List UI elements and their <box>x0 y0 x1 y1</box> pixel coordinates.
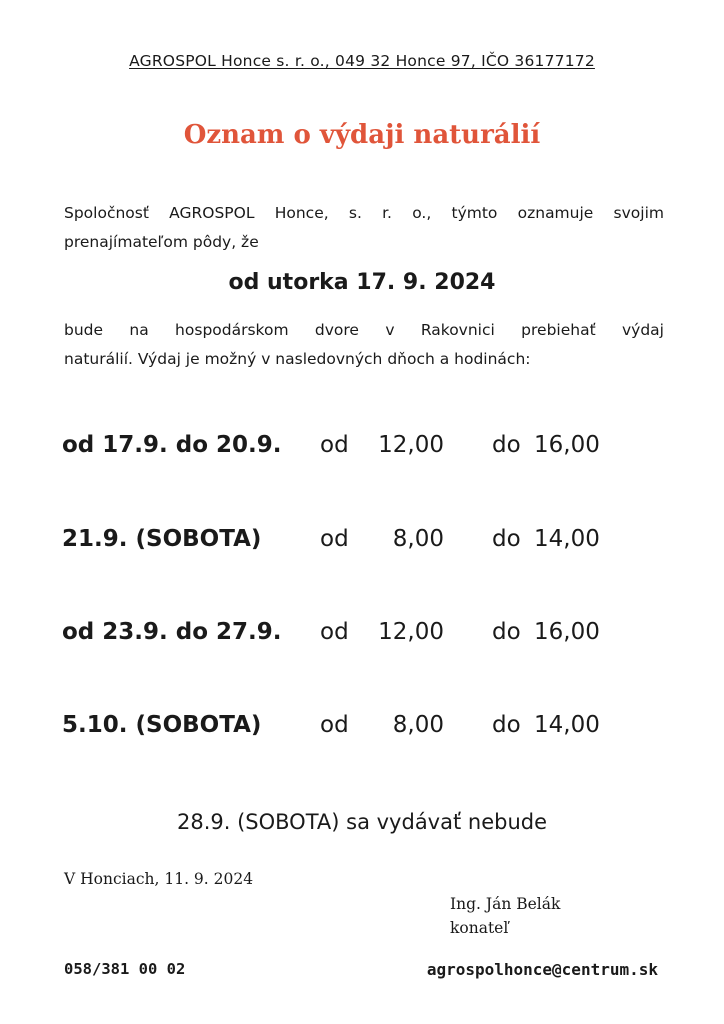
schedule-from-time: 12,00 <box>378 619 444 645</box>
schedule-row <box>62 712 662 746</box>
schedule-row <box>62 619 662 653</box>
location-line-1: bude na hospodárskom dvore v Rakovnici prebiehať výdaj <box>64 321 664 339</box>
schedule-from-time: 8,00 <box>392 712 444 738</box>
schedule-range: 21.9. (SOBOTA) <box>62 526 262 552</box>
page-title: Oznam o výdaji naturálií <box>183 120 541 150</box>
intro-line-2: prenajímateľom pôdy, že <box>64 233 259 251</box>
schedule-range: od 23.9. do 27.9. <box>62 619 282 645</box>
schedule-range: od 17.9. do 20.9. <box>62 432 282 458</box>
schedule-row <box>62 432 662 466</box>
signature-block <box>450 892 560 940</box>
schedule-od: od <box>320 619 349 645</box>
schedule-od: od <box>320 526 349 552</box>
schedule-do: do <box>492 619 521 645</box>
schedule-do: do <box>492 526 521 552</box>
email-address: agrospolhonce@centrum.sk <box>426 960 658 979</box>
company-header: AGROSPOL Honce s. r. o., 049 32 Honce 97, IČO 36177172 <box>129 52 595 70</box>
location-paragraph <box>64 316 664 374</box>
schedule-to-time: 16,00 <box>534 619 600 645</box>
schedule-to-time: 14,00 <box>534 526 600 552</box>
schedule-od: od <box>320 712 349 738</box>
intro-line-1: Spoločnosť AGROSPOL Honce, s. r. o., týmto oznamuje svojim <box>64 204 664 222</box>
schedule-from-time: 8,00 <box>392 526 444 552</box>
place-and-date: V Honciach, 11. 9. 2024 <box>64 870 254 888</box>
signatory-role: konateľ <box>450 919 509 937</box>
signatory-name: Ing. Ján Belák <box>450 895 561 913</box>
schedule-from-time: 12,00 <box>378 432 444 458</box>
location-line-2: naturálií. Výdaj je možný v nasledovných dňoch a hodinách: <box>64 350 531 368</box>
intro-paragraph <box>64 199 664 257</box>
schedule-to-time: 16,00 <box>534 432 600 458</box>
start-date-heading: od utorka 17. 9. 2024 <box>228 270 496 295</box>
schedule-do: do <box>492 432 521 458</box>
schedule-do: do <box>492 712 521 738</box>
phone-number: 058/381 00 02 <box>64 960 186 978</box>
schedule-row <box>62 526 662 560</box>
schedule-to-time: 14,00 <box>534 712 600 738</box>
schedule-od: od <box>320 432 349 458</box>
schedule-range: 5.10. (SOBOTA) <box>62 712 262 738</box>
no-distribution-note: 28.9. (SOBOTA) sa vydávať nebude <box>176 810 548 834</box>
